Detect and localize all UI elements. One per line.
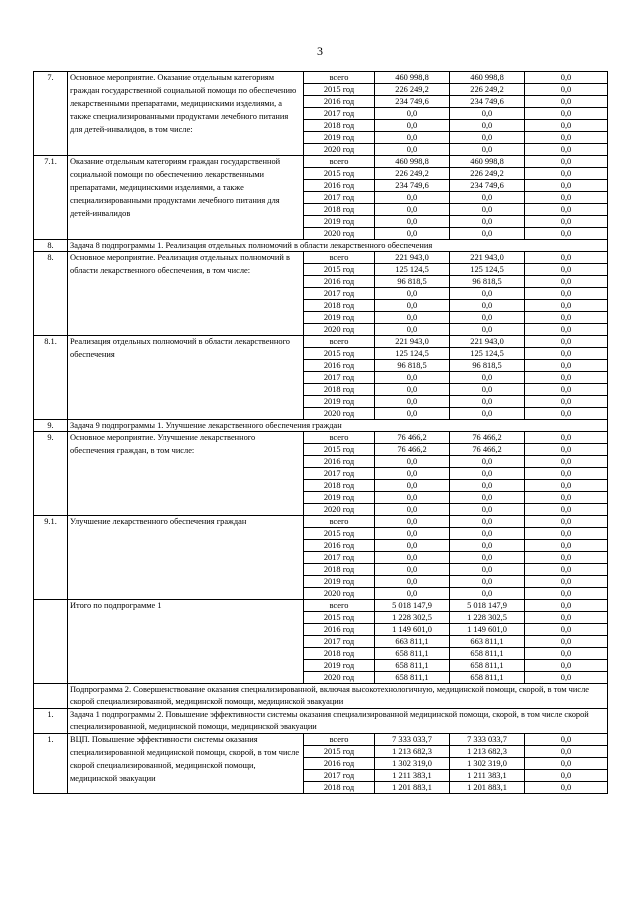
year-label: всего [304,252,375,264]
total-amount: 0,0 [375,216,450,228]
year-label: 2017 год [304,288,375,300]
total-amount: 0,0 [375,516,450,528]
other-amount: 0,0 [525,348,608,360]
other-amount: 0,0 [525,782,608,794]
year-label: 2020 год [304,144,375,156]
year-label: 2015 год [304,348,375,360]
other-amount: 0,0 [525,480,608,492]
row-number: 7. [34,72,68,156]
other-amount: 0,0 [525,660,608,672]
year-label: 2020 год [304,324,375,336]
budget-amount: 0,0 [450,288,525,300]
total-amount: 1 213 682,3 [375,746,450,758]
other-amount: 0,0 [525,612,608,624]
year-label: 2015 год [304,612,375,624]
total-amount: 0,0 [375,480,450,492]
year-label: 2020 год [304,672,375,684]
budget-amount: 0,0 [450,576,525,588]
total-amount: 0,0 [375,504,450,516]
budget-amount: 7 333 033,7 [450,734,525,746]
other-amount: 0,0 [525,408,608,420]
other-amount: 0,0 [525,156,608,168]
activity-description: ВЦП. Повышение эффективности системы оказания специализированной медицинской помощи, скорой, в том числе скорой специализированной, медицинской помощи, медицинской эвакуации [68,734,304,794]
row-number: 9. [34,432,68,516]
activity-description: Оказание отдельным категориям граждан государственной социальной помощи по обеспечению лекарственными препаратами, медицинскими изделиями, а также специализированными продуктами лечебного питания для детей-инвалидов [68,156,304,240]
other-amount: 0,0 [525,120,608,132]
budget-amount: 0,0 [450,540,525,552]
year-label: 2020 год [304,588,375,600]
other-amount: 0,0 [525,396,608,408]
table-row [34,516,608,528]
year-label: 2015 год [304,528,375,540]
total-amount: 1 201 883,1 [375,782,450,794]
other-amount: 0,0 [525,192,608,204]
budget-amount: 0,0 [450,108,525,120]
budget-amount: 1 211 383,1 [450,770,525,782]
budget-amount: 0,0 [450,564,525,576]
budget-amount: 0,0 [450,516,525,528]
other-amount: 0,0 [525,492,608,504]
budget-amount: 221 943,0 [450,336,525,348]
total-amount: 0,0 [375,576,450,588]
year-label: 2015 год [304,444,375,456]
other-amount: 0,0 [525,516,608,528]
budget-amount: 0,0 [450,480,525,492]
year-label: 2020 год [304,228,375,240]
year-label: 2017 год [304,468,375,480]
year-label: 2017 год [304,372,375,384]
other-amount: 0,0 [525,72,608,84]
task-title: Задача 8 подпрограммы 1. Реализация отдельных полномочий в области лекарственного обеспечения [68,240,608,252]
activity-description: Улучшение лекарственного обеспечения граждан [68,516,304,600]
year-label: 2017 год [304,770,375,782]
year-label: 2019 год [304,396,375,408]
row-number: 9.1. [34,516,68,600]
budget-amount: 0,0 [450,588,525,600]
total-amount: 0,0 [375,228,450,240]
total-amount: 0,0 [375,288,450,300]
row-number: 8.1. [34,336,68,420]
other-amount: 0,0 [525,84,608,96]
total-amount: 221 943,0 [375,336,450,348]
budget-amount: 0,0 [450,468,525,480]
budget-amount: 658 811,1 [450,660,525,672]
year-label: 2016 год [304,360,375,372]
other-amount: 0,0 [525,600,608,612]
total-amount: 0,0 [375,144,450,156]
year-label: 2015 год [304,84,375,96]
year-label: всего [304,734,375,746]
year-label: 2018 год [304,564,375,576]
budget-amount: 226 249,2 [450,84,525,96]
other-amount: 0,0 [525,324,608,336]
other-amount: 0,0 [525,336,608,348]
table-row [34,734,608,746]
total-amount: 0,0 [375,312,450,324]
budget-amount: 658 811,1 [450,648,525,660]
year-label: всего [304,72,375,84]
budget-amount: 125 124,5 [450,348,525,360]
section-title: Задача 1 подпрограммы 2. Повышение эффективности системы оказания специализированной медицинской помощи, скорой, в том числе скорой специализированной, медицинской помощи, медицинской эвакуации [68,709,608,734]
total-amount: 0,0 [375,552,450,564]
budget-amount: 0,0 [450,204,525,216]
budget-amount: 663 811,1 [450,636,525,648]
year-label: 2017 год [304,108,375,120]
total-amount: 658 811,1 [375,672,450,684]
total-amount: 658 811,1 [375,648,450,660]
budget-amount: 0,0 [450,324,525,336]
year-label: 2016 год [304,276,375,288]
other-amount: 0,0 [525,300,608,312]
total-amount: 0,0 [375,588,450,600]
year-label: всего [304,336,375,348]
budget-amount: 0,0 [450,120,525,132]
year-label: 2018 год [304,384,375,396]
year-label: 2016 год [304,758,375,770]
year-label: 2018 год [304,204,375,216]
budget-amount: 0,0 [450,456,525,468]
total-amount: 1 228 302,5 [375,612,450,624]
other-amount: 0,0 [525,432,608,444]
table-row [34,600,608,612]
budget-amount: 76 466,2 [450,432,525,444]
other-amount: 0,0 [525,540,608,552]
total-amount: 0,0 [375,468,450,480]
total-amount: 234 749,6 [375,180,450,192]
row-number [34,684,68,709]
total-amount: 1 211 383,1 [375,770,450,782]
budget-amount: 0,0 [450,192,525,204]
activity-description: Основное мероприятие. Реализация отдельных полномочий в области лекарственного обеспечения, в том числе: [68,252,304,336]
other-amount: 0,0 [525,132,608,144]
other-amount: 0,0 [525,180,608,192]
total-amount: 0,0 [375,108,450,120]
total-amount: 1 302 319,0 [375,758,450,770]
year-label: 2016 год [304,180,375,192]
row-number: 1. [34,709,68,734]
total-amount: 125 124,5 [375,264,450,276]
year-label: 2015 год [304,168,375,180]
total-amount: 0,0 [375,204,450,216]
year-label: 2020 год [304,408,375,420]
other-amount: 0,0 [525,746,608,758]
other-amount: 0,0 [525,758,608,770]
year-label: 2018 год [304,480,375,492]
year-label: всего [304,600,375,612]
budget-amount: 0,0 [450,216,525,228]
year-label: 2015 год [304,264,375,276]
budget-amount: 0,0 [450,408,525,420]
budget-amount: 226 249,2 [450,168,525,180]
budget-amount: 96 818,5 [450,360,525,372]
budget-amount: 0,0 [450,144,525,156]
year-label: всего [304,156,375,168]
year-label: 2016 год [304,96,375,108]
other-amount: 0,0 [525,264,608,276]
row-number: 8. [34,252,68,336]
activity-description: Основное мероприятие. Улучшение лекарственного обеспечения граждан, в том числе: [68,432,304,516]
total-amount: 0,0 [375,396,450,408]
year-label: всего [304,432,375,444]
budget-amount: 234 749,6 [450,96,525,108]
budget-amount: 5 018 147,9 [450,600,525,612]
budget-amount: 0,0 [450,384,525,396]
budget-amount: 0,0 [450,372,525,384]
row-number: 7.1. [34,156,68,240]
year-label: 2016 год [304,540,375,552]
total-amount: 234 749,6 [375,96,450,108]
total-amount: 226 249,2 [375,84,450,96]
task-title: Задача 9 подпрограммы 1. Улучшение лекарственного обеспечения граждан [68,420,608,432]
year-label: 2019 год [304,132,375,144]
funding-table [33,71,608,794]
year-label: 2016 год [304,624,375,636]
budget-amount: 0,0 [450,528,525,540]
year-label: 2019 год [304,492,375,504]
other-amount: 0,0 [525,588,608,600]
other-amount: 0,0 [525,360,608,372]
row-number: 1. [34,734,68,794]
subprogram-heading-row [34,684,608,709]
year-label: 2017 год [304,552,375,564]
total-amount: 5 018 147,9 [375,600,450,612]
total-amount: 0,0 [375,132,450,144]
budget-amount: 1 302 319,0 [450,758,525,770]
year-label: 2019 год [304,312,375,324]
year-label: 2018 год [304,300,375,312]
total-amount: 0,0 [375,492,450,504]
row-number: 9. [34,420,68,432]
task-row [34,240,608,252]
total-amount: 0,0 [375,324,450,336]
table-row [34,72,608,84]
budget-amount: 221 943,0 [450,252,525,264]
year-label: 2020 год [304,504,375,516]
other-amount: 0,0 [525,444,608,456]
activity-description: Основное мероприятие. Оказание отдельным категориям граждан государственной социальной помощи по обеспечению лекарственными препаратами, медицинскими изделиями, а также специализированными продуктами лечебного питания для детей-инвалидов, в том числе: [68,72,304,156]
budget-amount: 0,0 [450,396,525,408]
other-amount: 0,0 [525,624,608,636]
year-label: 2015 год [304,746,375,758]
budget-amount: 125 124,5 [450,264,525,276]
total-amount: 0,0 [375,192,450,204]
other-amount: 0,0 [525,288,608,300]
other-amount: 0,0 [525,204,608,216]
year-label: 2017 год [304,192,375,204]
table-row [34,252,608,264]
other-amount: 0,0 [525,456,608,468]
total-amount: 1 149 601,0 [375,624,450,636]
other-amount: 0,0 [525,564,608,576]
table-row [34,336,608,348]
other-amount: 0,0 [525,108,608,120]
other-amount: 0,0 [525,576,608,588]
budget-amount: 1 228 302,5 [450,612,525,624]
year-label: 2019 год [304,660,375,672]
budget-amount: 96 818,5 [450,276,525,288]
table-row [34,432,608,444]
year-label: 2018 год [304,648,375,660]
year-label: всего [304,516,375,528]
other-amount: 0,0 [525,312,608,324]
total-amount: 125 124,5 [375,348,450,360]
year-label: 2019 год [304,576,375,588]
other-amount: 0,0 [525,468,608,480]
total-amount: 76 466,2 [375,432,450,444]
year-label: 2019 год [304,216,375,228]
other-amount: 0,0 [525,96,608,108]
other-amount: 0,0 [525,228,608,240]
budget-amount: 0,0 [450,552,525,564]
budget-amount: 0,0 [450,228,525,240]
other-amount: 0,0 [525,672,608,684]
total-amount: 0,0 [375,384,450,396]
other-amount: 0,0 [525,734,608,746]
budget-amount: 0,0 [450,312,525,324]
year-label: 2018 год [304,120,375,132]
row-number: 8. [34,240,68,252]
other-amount: 0,0 [525,144,608,156]
other-amount: 0,0 [525,168,608,180]
total-amount: 76 466,2 [375,444,450,456]
other-amount: 0,0 [525,648,608,660]
other-amount: 0,0 [525,552,608,564]
activity-description: Реализация отдельных полномочий в области лекарственного обеспечения [68,336,304,420]
budget-amount: 0,0 [450,132,525,144]
activity-description: Итого по подпрограмме 1 [68,600,304,684]
budget-amount: 0,0 [450,300,525,312]
total-amount: 7 333 033,7 [375,734,450,746]
total-amount: 96 818,5 [375,360,450,372]
total-amount: 226 249,2 [375,168,450,180]
budget-amount: 1 213 682,3 [450,746,525,758]
total-amount: 221 943,0 [375,252,450,264]
year-label: 2018 год [304,782,375,794]
total-amount: 0,0 [375,408,450,420]
year-label: 2017 год [304,636,375,648]
other-amount: 0,0 [525,504,608,516]
budget-amount: 658 811,1 [450,672,525,684]
budget-amount: 76 466,2 [450,444,525,456]
total-amount: 0,0 [375,564,450,576]
total-amount: 96 818,5 [375,276,450,288]
other-amount: 0,0 [525,770,608,782]
total-amount: 460 998,8 [375,72,450,84]
total-amount: 460 998,8 [375,156,450,168]
page-number: 3 [317,44,323,58]
other-amount: 0,0 [525,372,608,384]
total-amount: 0,0 [375,120,450,132]
total-amount: 658 811,1 [375,660,450,672]
task-row [34,420,608,432]
other-amount: 0,0 [525,636,608,648]
other-amount: 0,0 [525,528,608,540]
budget-amount: 460 998,8 [450,156,525,168]
total-amount: 0,0 [375,528,450,540]
section-title: Подпрограмма 2. Совершенствование оказания специализированной, включая высокотехнологичную, медицинской помощи, скорой, в том числе скорой специализированной, медицинской помощи, медицинской эвакуации [68,684,608,709]
total-amount: 0,0 [375,372,450,384]
budget-amount: 0,0 [450,504,525,516]
other-amount: 0,0 [525,216,608,228]
table-row [34,156,608,168]
total-amount: 663 811,1 [375,636,450,648]
budget-amount: 0,0 [450,492,525,504]
total-amount: 0,0 [375,456,450,468]
budget-amount: 234 749,6 [450,180,525,192]
budget-amount: 1 149 601,0 [450,624,525,636]
row-number [34,600,68,684]
other-amount: 0,0 [525,252,608,264]
subprogram-heading-row [34,709,608,734]
total-amount: 0,0 [375,300,450,312]
budget-amount: 1 201 883,1 [450,782,525,794]
total-amount: 0,0 [375,540,450,552]
budget-amount: 460 998,8 [450,72,525,84]
year-label: 2016 год [304,456,375,468]
other-amount: 0,0 [525,384,608,396]
other-amount: 0,0 [525,276,608,288]
